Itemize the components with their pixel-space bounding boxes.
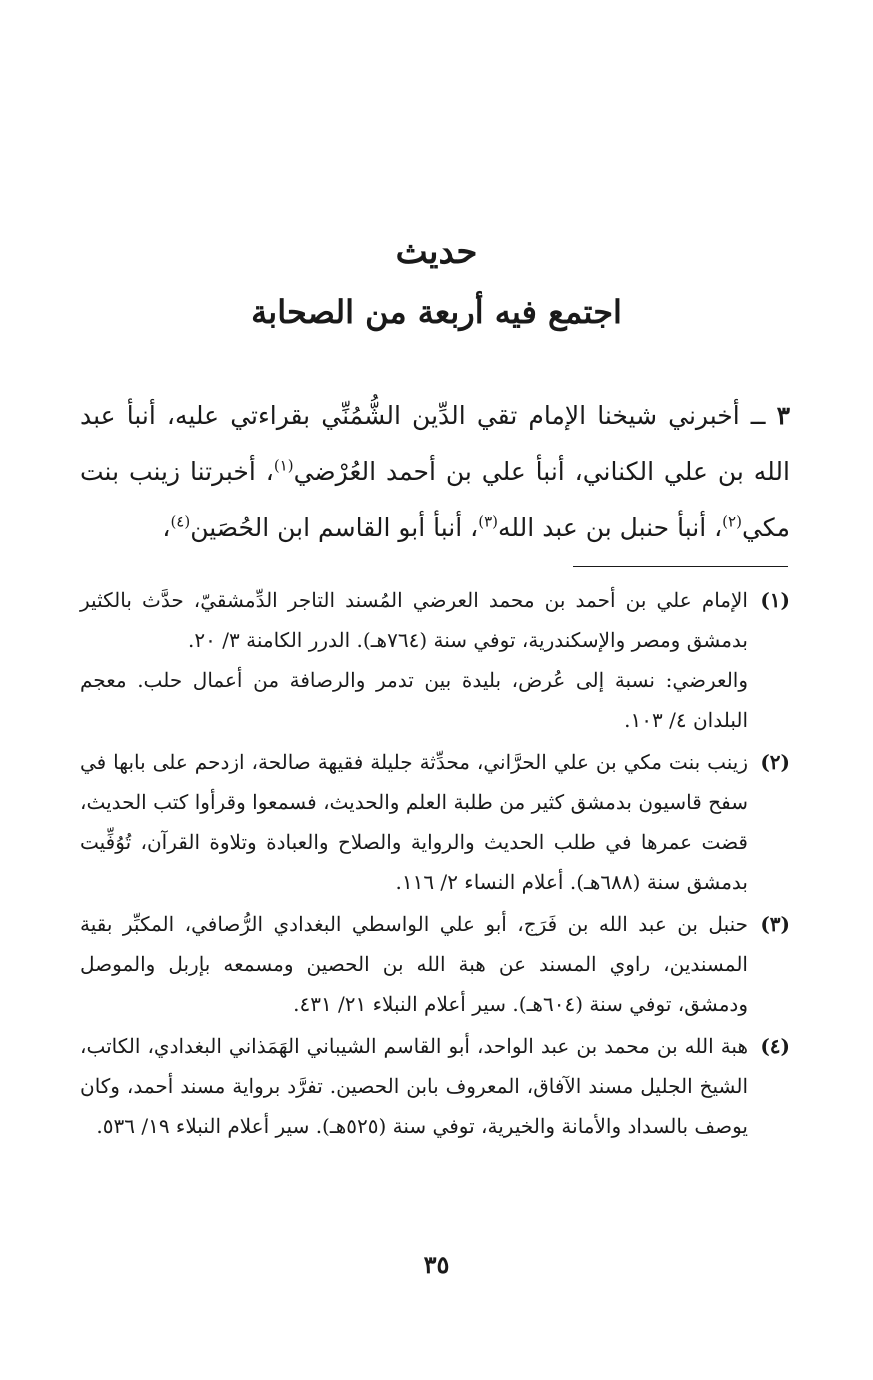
- footnote-ref-1[interactable]: (١): [273, 456, 294, 475]
- footnote-body: [80, 742, 748, 902]
- footnote-4: [80, 1026, 790, 1146]
- hadith-dash: ــ: [739, 401, 777, 430]
- footnote-number: (٢): [760, 750, 790, 774]
- footnote-paragraph: الإمام علي بن أحمد بن محمد العرضي المُسند التاجر الدِّمشقيّ، حدَّث بالكثير بدمشق ومصر والإسكندرية، توفي سنة (٧٦٤هـ). الدرر الكامنة ٣/ ٢٠.: [80, 588, 748, 652]
- footnote-body: [80, 1026, 748, 1146]
- footnote-separator: [573, 566, 788, 567]
- footnote-2: [80, 742, 790, 902]
- footnote-3: [80, 904, 790, 1024]
- footnote-body: [80, 904, 748, 1024]
- page-number: ٣٥: [423, 1250, 450, 1279]
- hadith-number: ٣: [776, 401, 790, 430]
- footnote-paragraph: والعرضي: نسبة إلى عُرض، بليدة بين تدمر والرصافة من أعمال حلب. معجم البلدان ٤/ ١٠٣.: [80, 668, 748, 732]
- heading-title: حديث: [395, 232, 478, 272]
- footnote-paragraph: حنبل بن عبد الله بن فَرَج، أبو علي الواسطي البغدادي الرُّصافي، المكبِّر بقية المسندين، راوي المسند عن هبة الله بن الحصين ومسمعه بإربل والموصل ودمشق، توفي سنة (٦٠٤هـ). سير أعلام النبلاء ٢١/ ٤٣١.: [80, 912, 748, 1016]
- footnote-ref-4[interactable]: (٤): [170, 512, 191, 531]
- hadith-text: [80, 388, 790, 556]
- hadith-segment-2: ، أخبرتنا زينب بنت مكي: [80, 457, 790, 542]
- footnote-number: (١): [760, 588, 790, 612]
- hadith-segment-1: أخبرني شيخنا الإمام تقي الدِّين الشُّمُنِّي بقراءتي عليه، أنبأ عبد الله بن علي الكناني، أنبأ علي بن أحمد العُرْضي: [80, 401, 790, 486]
- footnote-paragraph: زينب بنت مكي بن علي الحرَّاني، محدِّثة جليلة فقيهة صالحة، ازدحم على بابها في سفح قاسيون بدمشق كثير من طلبة العلم والحديث، فسمعوا وقرأوا كتب الحديث، قضت عمرها في طلب الحديث والرواية والصلاح والعبادة وتلاوة القرآن، تُوُفِّيت بدمشق سنة (٦٨٨هـ). أعلام النساء ٢/ ١١٦.: [80, 750, 748, 894]
- footnote-number: (٣): [760, 912, 790, 936]
- heading-subtitle: اجتمع فيه أربعة من الصحابة: [251, 293, 622, 331]
- footnote-number: (٤): [760, 1034, 790, 1058]
- chapter-heading: [0, 228, 873, 336]
- footnote-ref-2[interactable]: (٢): [722, 512, 742, 531]
- hadith-segment-4: ، أنبأ أبو القاسم ابن الحُصَين: [190, 513, 479, 542]
- footnote-paragraph: هبة الله بن محمد بن عبد الواحد، أبو القاسم الشيباني الهَمَذاني البغدادي، الكاتب، الشيخ الجليل مسند الآفاق، المعروف بابن الحصين. تفرَّد برواية مسند أحمد، وكان يوصف بالسداد والأمانة والخيرية، توفي سنة (٥٢٥هـ). سير أعلام النبلاء ١٩/ ٥٣٦.: [80, 1034, 748, 1138]
- hadith-segment-3: ، أنبأ حنبل بن عبد الله: [498, 513, 723, 542]
- footnotes: [80, 580, 790, 1148]
- footnote-ref-3[interactable]: (٣): [478, 512, 498, 531]
- footnote-body: [80, 580, 748, 740]
- hadith-segment-5: ،: [162, 513, 171, 542]
- footnote-1: [80, 580, 790, 740]
